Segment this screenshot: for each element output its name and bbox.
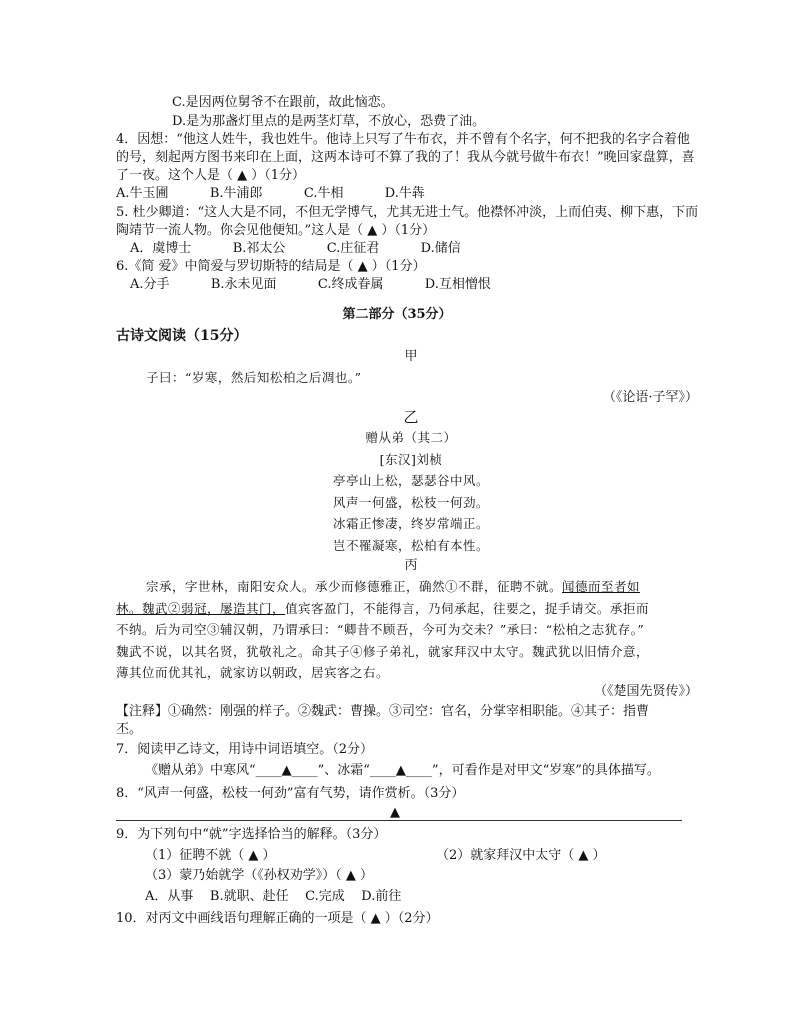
question-7-fill: 《赠从弟》中寒风“____▲____”、冰霜“____▲____”，可看作是对甲文“岁寒”的具体描写。	[145, 763, 660, 778]
question-8: 8．“风声一何盛，松枝一何劲”富有气势，请作赏析。（3分）	[116, 786, 465, 801]
text-yi-label: 乙	[403, 408, 419, 426]
notes-line-1: 【注释】①确然：刚强的样子。②魏武：曹操。③司空：官名，分掌宰相职能。④其子：指曹	[116, 704, 650, 719]
question-3-option-c: C.是因两位舅爷不在跟前，故此恼恋。	[172, 95, 394, 110]
question-9-item-2: （2）就家拜汉中太守（ ▲ ）	[436, 848, 606, 863]
text-bing-underlined: 闻德而至者如	[562, 579, 641, 594]
text-bing-line-1	[146, 578, 640, 596]
question-9: 9．为下列句中“就”字选择恰当的解释。（3分）	[116, 827, 387, 842]
answer-line	[116, 820, 682, 821]
text-jia-label: 甲	[404, 349, 418, 364]
text-bing-line-3: 不纳。后为司空③辅汉朝，乃谓承曰：“卿昔不顾吾，今可为交未？”承曰：“松柏之志犹存。”	[116, 622, 645, 637]
notes-line-2: 丕。	[116, 722, 143, 737]
section-title: 古诗文阅读（15分）	[116, 328, 248, 344]
text-bing-line-5: 薄其位而优其礼，就家访以朝政，居宾客之右。	[116, 665, 390, 680]
question-5-line-1: 5. 杜少卿道：“这人大是不同，不但无学博气，尤其无进士气。他襟怀冲淡，上而伯夷、柳下惠，下而	[116, 205, 699, 220]
question-7: 7．阅读甲乙诗文，用诗中词语填空。（2分）	[116, 742, 374, 757]
question-4-line-2: 的号，刻起两方图书来印在上面，这两本诗可不算了我的了！我从今就号做牛布衣！”晚回家盘算，喜	[116, 150, 695, 165]
text-bing-line-4: 魏武不说，以其名贤，犹敬礼之。命其子④修子弟礼，就家拜汉中太守。魏武犹以旧情介意，	[116, 644, 650, 659]
question-5-line-2: 陶靖节一流人物。你会见他便知。”这人是（ ▲ ）（1分）	[116, 223, 436, 238]
question-5-options: A．虞博士 B.祁太公 C.庄征君 D.储信	[130, 241, 461, 256]
poem-title: 赠从弟（其二）	[365, 430, 457, 445]
question-3-option-d: D.是为那盏灯里点的是两茎灯草，不放心，恐费了油。	[172, 114, 486, 129]
text-bing-underlined: 林。魏武②弱冠，屡造其门，	[116, 601, 286, 616]
question-4-line-3: 了一夜。这个人是（ ▲ ）（1分）	[116, 168, 306, 183]
question-4-line-1: 4．因想：“他这人姓牛，我也姓牛。他诗上只写了牛布衣，并不曾有个名字，何不把我的名字合着他	[116, 132, 690, 147]
question-4-options: A.牛玉圃 B.牛浦郎 C.牛相 D.牛犇	[116, 186, 425, 201]
text-bing-plain: 宗承，字世林，南阳安众人。承少而修德雅正，确然①不群，征聘不就。	[146, 579, 563, 594]
poem-line: 冰霜正惨凄，终岁常端正。	[332, 516, 489, 531]
question-6-options: A.分手 B.永未见面 C.终成眷属 D.互相憎恨	[130, 277, 491, 292]
poem-author: [东汉]刘桢	[379, 452, 443, 467]
text-jia-source: （《论语·子罕》）	[602, 390, 698, 405]
text-jia-body: 子曰：“岁寒，然后知松柏之后凋也。”	[146, 370, 362, 385]
text-bing-line-2	[116, 600, 649, 618]
question-10: 10．对丙文中画线语句理解正确的一项是（ ▲ ）（2分）	[116, 911, 439, 926]
part-2-title: 第二部分（35分）	[342, 307, 452, 322]
question-8-answer-mark: ▲	[390, 805, 400, 820]
question-6: 6.《简 爱》中简爱与罗切斯特的结局是（ ▲ ）（1分）	[116, 259, 426, 274]
question-9-item-1: （1）征聘不就（ ▲ ）	[145, 848, 276, 863]
text-bing-plain: 值宾客盈门，不能得言，乃伺承起，往要之，捉手请交。承拒而	[285, 601, 650, 616]
poem-line: 岂不罹凝寒，松柏有本性。	[332, 538, 489, 553]
question-9-item-3: （3）蒙乃始就学（《孙权劝学》）（ ▲ ）	[145, 868, 374, 883]
text-bing-source: （《楚国先贤传》）	[593, 684, 698, 699]
question-9-options: A．从事 B.就职、赴任 C.完成 D.前往	[145, 889, 402, 904]
text-bing-label: 丙	[404, 558, 418, 573]
poem-line: 风声一何盛，松枝一何劲。	[332, 495, 489, 510]
poem-line: 亭亭山上松，瑟瑟谷中风。	[332, 473, 489, 488]
